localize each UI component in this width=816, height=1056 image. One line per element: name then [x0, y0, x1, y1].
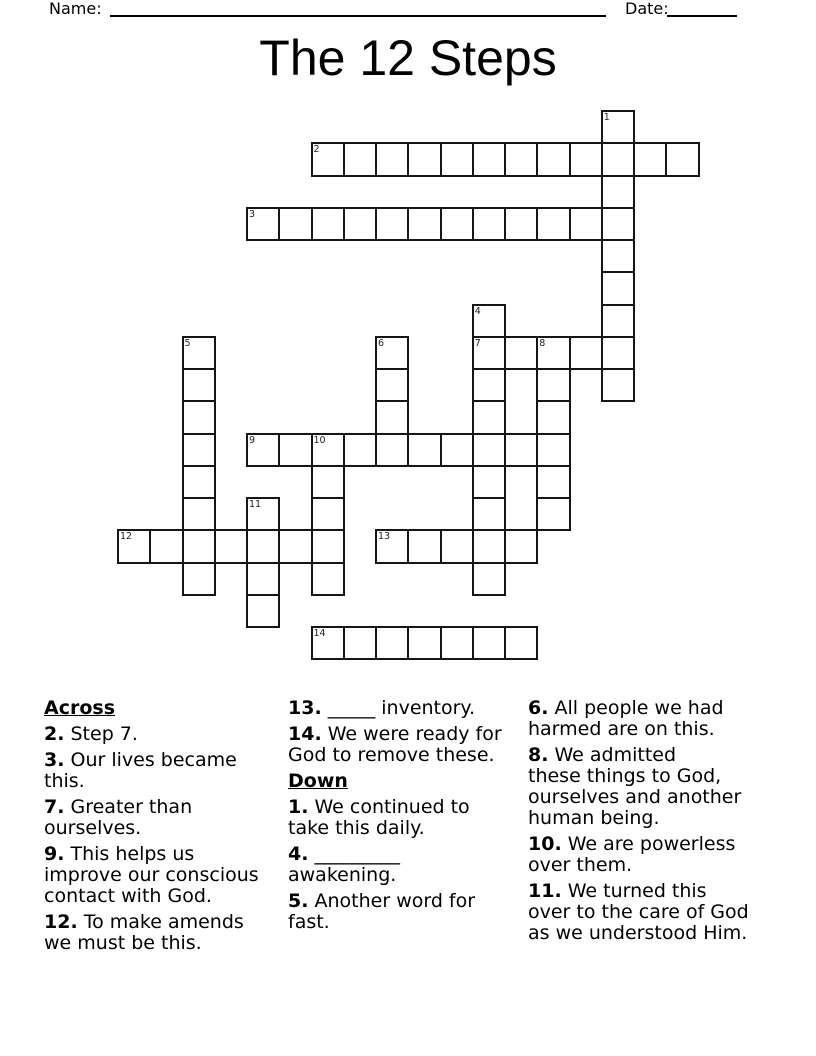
clue [44, 797, 286, 839]
grid-cell [472, 336, 506, 370]
grid-cell [182, 529, 216, 563]
grid-cell [536, 400, 570, 434]
grid-cell [246, 207, 280, 241]
grid-cell [536, 207, 570, 241]
clue-text-line: human being. [528, 807, 660, 829]
grid-cell [407, 207, 441, 241]
clue-text-line: over them. [528, 854, 633, 876]
grid-cell [375, 142, 409, 176]
clue-text-line: take this daily. [288, 817, 425, 839]
grid-cell [311, 529, 345, 563]
clue-text-line: 4. _________ [288, 843, 400, 865]
grid-cell [440, 207, 474, 241]
grid-cell [504, 142, 538, 176]
grid-cell [601, 336, 635, 370]
clue-text-line: this. [44, 770, 85, 792]
grid-cell [601, 304, 635, 338]
grid-cell [601, 142, 635, 176]
date-label: Date: [625, 0, 669, 18]
grid-cell-number: 14 [313, 628, 326, 639]
clue-text-line: improve our conscious [44, 864, 259, 886]
grid-cell [472, 529, 506, 563]
date-blank-line [667, 15, 737, 17]
clue-number: 3. [44, 749, 65, 771]
clue-text-line: 13. _____ inventory. [288, 697, 476, 719]
grid-cell [601, 239, 635, 273]
clue-text-line: ourselves. [44, 817, 142, 839]
clue-number: 10. [528, 833, 562, 855]
clue-text-line: contact with God. [44, 885, 212, 907]
grid-cell [472, 433, 506, 467]
grid-cell [440, 626, 474, 660]
grid-cell [472, 304, 506, 338]
clue-text-line: 7. Greater than [44, 796, 193, 818]
clue-text-line: as we understood Him. [528, 922, 748, 944]
grid-cell [407, 529, 441, 563]
clue-number: 1. [288, 796, 309, 818]
grid-cell [601, 368, 635, 402]
grid-cell [311, 562, 345, 596]
grid-cell [601, 207, 635, 241]
grid-cell-number: 13 [378, 531, 391, 543]
clue-list-heading: Down [288, 770, 348, 792]
grid-cell [311, 142, 345, 176]
grid-cell [536, 433, 570, 467]
grid-cell [117, 529, 151, 563]
grid-cell [472, 368, 506, 402]
grid-cell-number: 9 [249, 434, 256, 446]
grid-cell [311, 626, 345, 660]
grid-cell-number: 5 [184, 337, 191, 349]
grid-cell [440, 433, 474, 467]
grid-cell [504, 529, 538, 563]
clue [528, 834, 778, 876]
clue-text-line: 2. Step 7. [44, 723, 138, 745]
grid-cell [665, 142, 699, 176]
grid-cell-number: 3 [249, 208, 256, 220]
clue-number: 8. [528, 744, 549, 766]
grid-cell [569, 336, 603, 370]
grid-cell [472, 142, 506, 176]
clue [44, 724, 286, 745]
grid-cell [407, 626, 441, 660]
clue [288, 844, 526, 886]
clue [288, 724, 526, 766]
name-label: Name: [49, 0, 102, 18]
clue-text-line: over to the care of God [528, 901, 749, 923]
grid-cell [343, 207, 377, 241]
clue-text-line: ourselves and another [528, 786, 742, 808]
grid-cell [472, 562, 506, 596]
clue [528, 881, 778, 944]
grid-cell [375, 626, 409, 660]
grid-cell [472, 626, 506, 660]
grid-cell [343, 433, 377, 467]
name-blank-line [110, 15, 606, 17]
grid-cell [182, 336, 216, 370]
clue-text-line: 3. Our lives became [44, 749, 237, 771]
grid-cell [182, 400, 216, 434]
grid-cell [182, 433, 216, 467]
grid-cell [440, 529, 474, 563]
grid-cell [375, 207, 409, 241]
clue-number: 4. [288, 843, 309, 865]
clue [44, 912, 286, 954]
clue [288, 797, 526, 839]
clue [44, 844, 286, 907]
grid-cell [246, 562, 280, 596]
grid-cell [375, 368, 409, 402]
page-title: The 12 Steps [259, 30, 557, 86]
grid-cell [343, 142, 377, 176]
grid-cell [504, 626, 538, 660]
grid-cell-number: 1 [603, 112, 610, 123]
grid-cell [343, 626, 377, 660]
grid-cell [504, 336, 538, 370]
grid-cell [601, 175, 635, 209]
grid-cell [149, 529, 183, 563]
clue-number: 6. [528, 697, 549, 719]
grid-cell [472, 400, 506, 434]
grid-cell-number: 2 [313, 144, 320, 156]
grid-cell-number: 4 [474, 305, 481, 317]
grid-cell [278, 207, 312, 241]
grid-cell [407, 142, 441, 176]
grid-cell [375, 400, 409, 434]
clue-number: 7. [44, 796, 65, 818]
grid-cell [536, 497, 570, 531]
grid-cell [633, 142, 667, 176]
grid-cell [311, 207, 345, 241]
grid-cell [472, 465, 506, 499]
grid-cell [601, 271, 635, 305]
clue-text-line: 12. To make amends [44, 911, 244, 933]
clue-text-line: 9. This helps us [44, 843, 195, 865]
grid-cell [246, 594, 280, 628]
grid-cell [601, 110, 635, 144]
grid-cell [246, 529, 280, 563]
clue-text-line: fast. [288, 911, 330, 933]
clue-text-line: 10. We are powerless [528, 833, 736, 855]
clue-text-line: God to remove these. [288, 744, 495, 766]
clue-number: 9. [44, 843, 65, 865]
clue-list-heading: Across [44, 697, 116, 719]
clue-number: 5. [288, 890, 309, 912]
grid-cell [278, 529, 312, 563]
grid-cell [311, 497, 345, 531]
clue-text-line: 11. We turned this [528, 880, 707, 902]
clue-text-line: 14. We were ready for [288, 723, 502, 745]
clue-text-line: 5. Another word for [288, 890, 476, 912]
grid-cell [311, 465, 345, 499]
grid-cell [182, 497, 216, 531]
clue [528, 745, 778, 829]
clue-column-middle [288, 698, 526, 938]
clue-column-down [528, 698, 778, 949]
clue-number: 11. [528, 880, 562, 902]
grid-cell [504, 207, 538, 241]
grid-cell [536, 142, 570, 176]
grid-cell-number: 11 [249, 499, 262, 510]
grid-cell [472, 207, 506, 241]
grid-cell-number: 8 [539, 337, 546, 349]
grid-cell [407, 433, 441, 467]
grid-cell-number: 12 [120, 531, 133, 543]
clue [288, 698, 526, 719]
clue-text-line: 8. We admitted [528, 744, 677, 766]
grid-cell [246, 433, 280, 467]
grid-cell [536, 465, 570, 499]
clue-text-line: awakening. [288, 864, 397, 886]
grid-cell [278, 433, 312, 467]
clue-text-line: harmed are on this. [528, 718, 715, 740]
grid-cell [472, 497, 506, 531]
grid-cell [375, 529, 409, 563]
grid-cell-number: 6 [378, 337, 385, 349]
clue-number: 2. [44, 723, 65, 745]
clue-text-line: we must be this. [44, 932, 202, 954]
clue-column-across [44, 698, 286, 959]
grid-cell [536, 336, 570, 370]
grid-cell [440, 142, 474, 176]
grid-cell [214, 529, 248, 563]
clue-number: 14. [288, 723, 322, 745]
grid-cell [569, 207, 603, 241]
grid-cell [246, 497, 280, 531]
clue-text-line: 6. All people we had [528, 697, 724, 719]
grid-cell [536, 368, 570, 402]
crossword-grid [117, 110, 699, 660]
grid-cell-number: 7 [474, 337, 481, 349]
clue-number: 12. [44, 911, 78, 933]
clue-text-line: 1. We continued to [288, 796, 470, 818]
grid-cell-number: 10 [313, 434, 326, 446]
grid-cell [311, 433, 345, 467]
clue [528, 698, 778, 740]
grid-cell [375, 336, 409, 370]
grid-cell [375, 433, 409, 467]
clue-number: 13. [288, 697, 322, 719]
grid-cell [182, 368, 216, 402]
clue [44, 750, 286, 792]
clue [288, 891, 526, 933]
grid-cell [182, 562, 216, 596]
grid-cell [504, 433, 538, 467]
clue-text-line: these things to God, [528, 765, 722, 787]
grid-cell [569, 142, 603, 176]
grid-cell [182, 465, 216, 499]
